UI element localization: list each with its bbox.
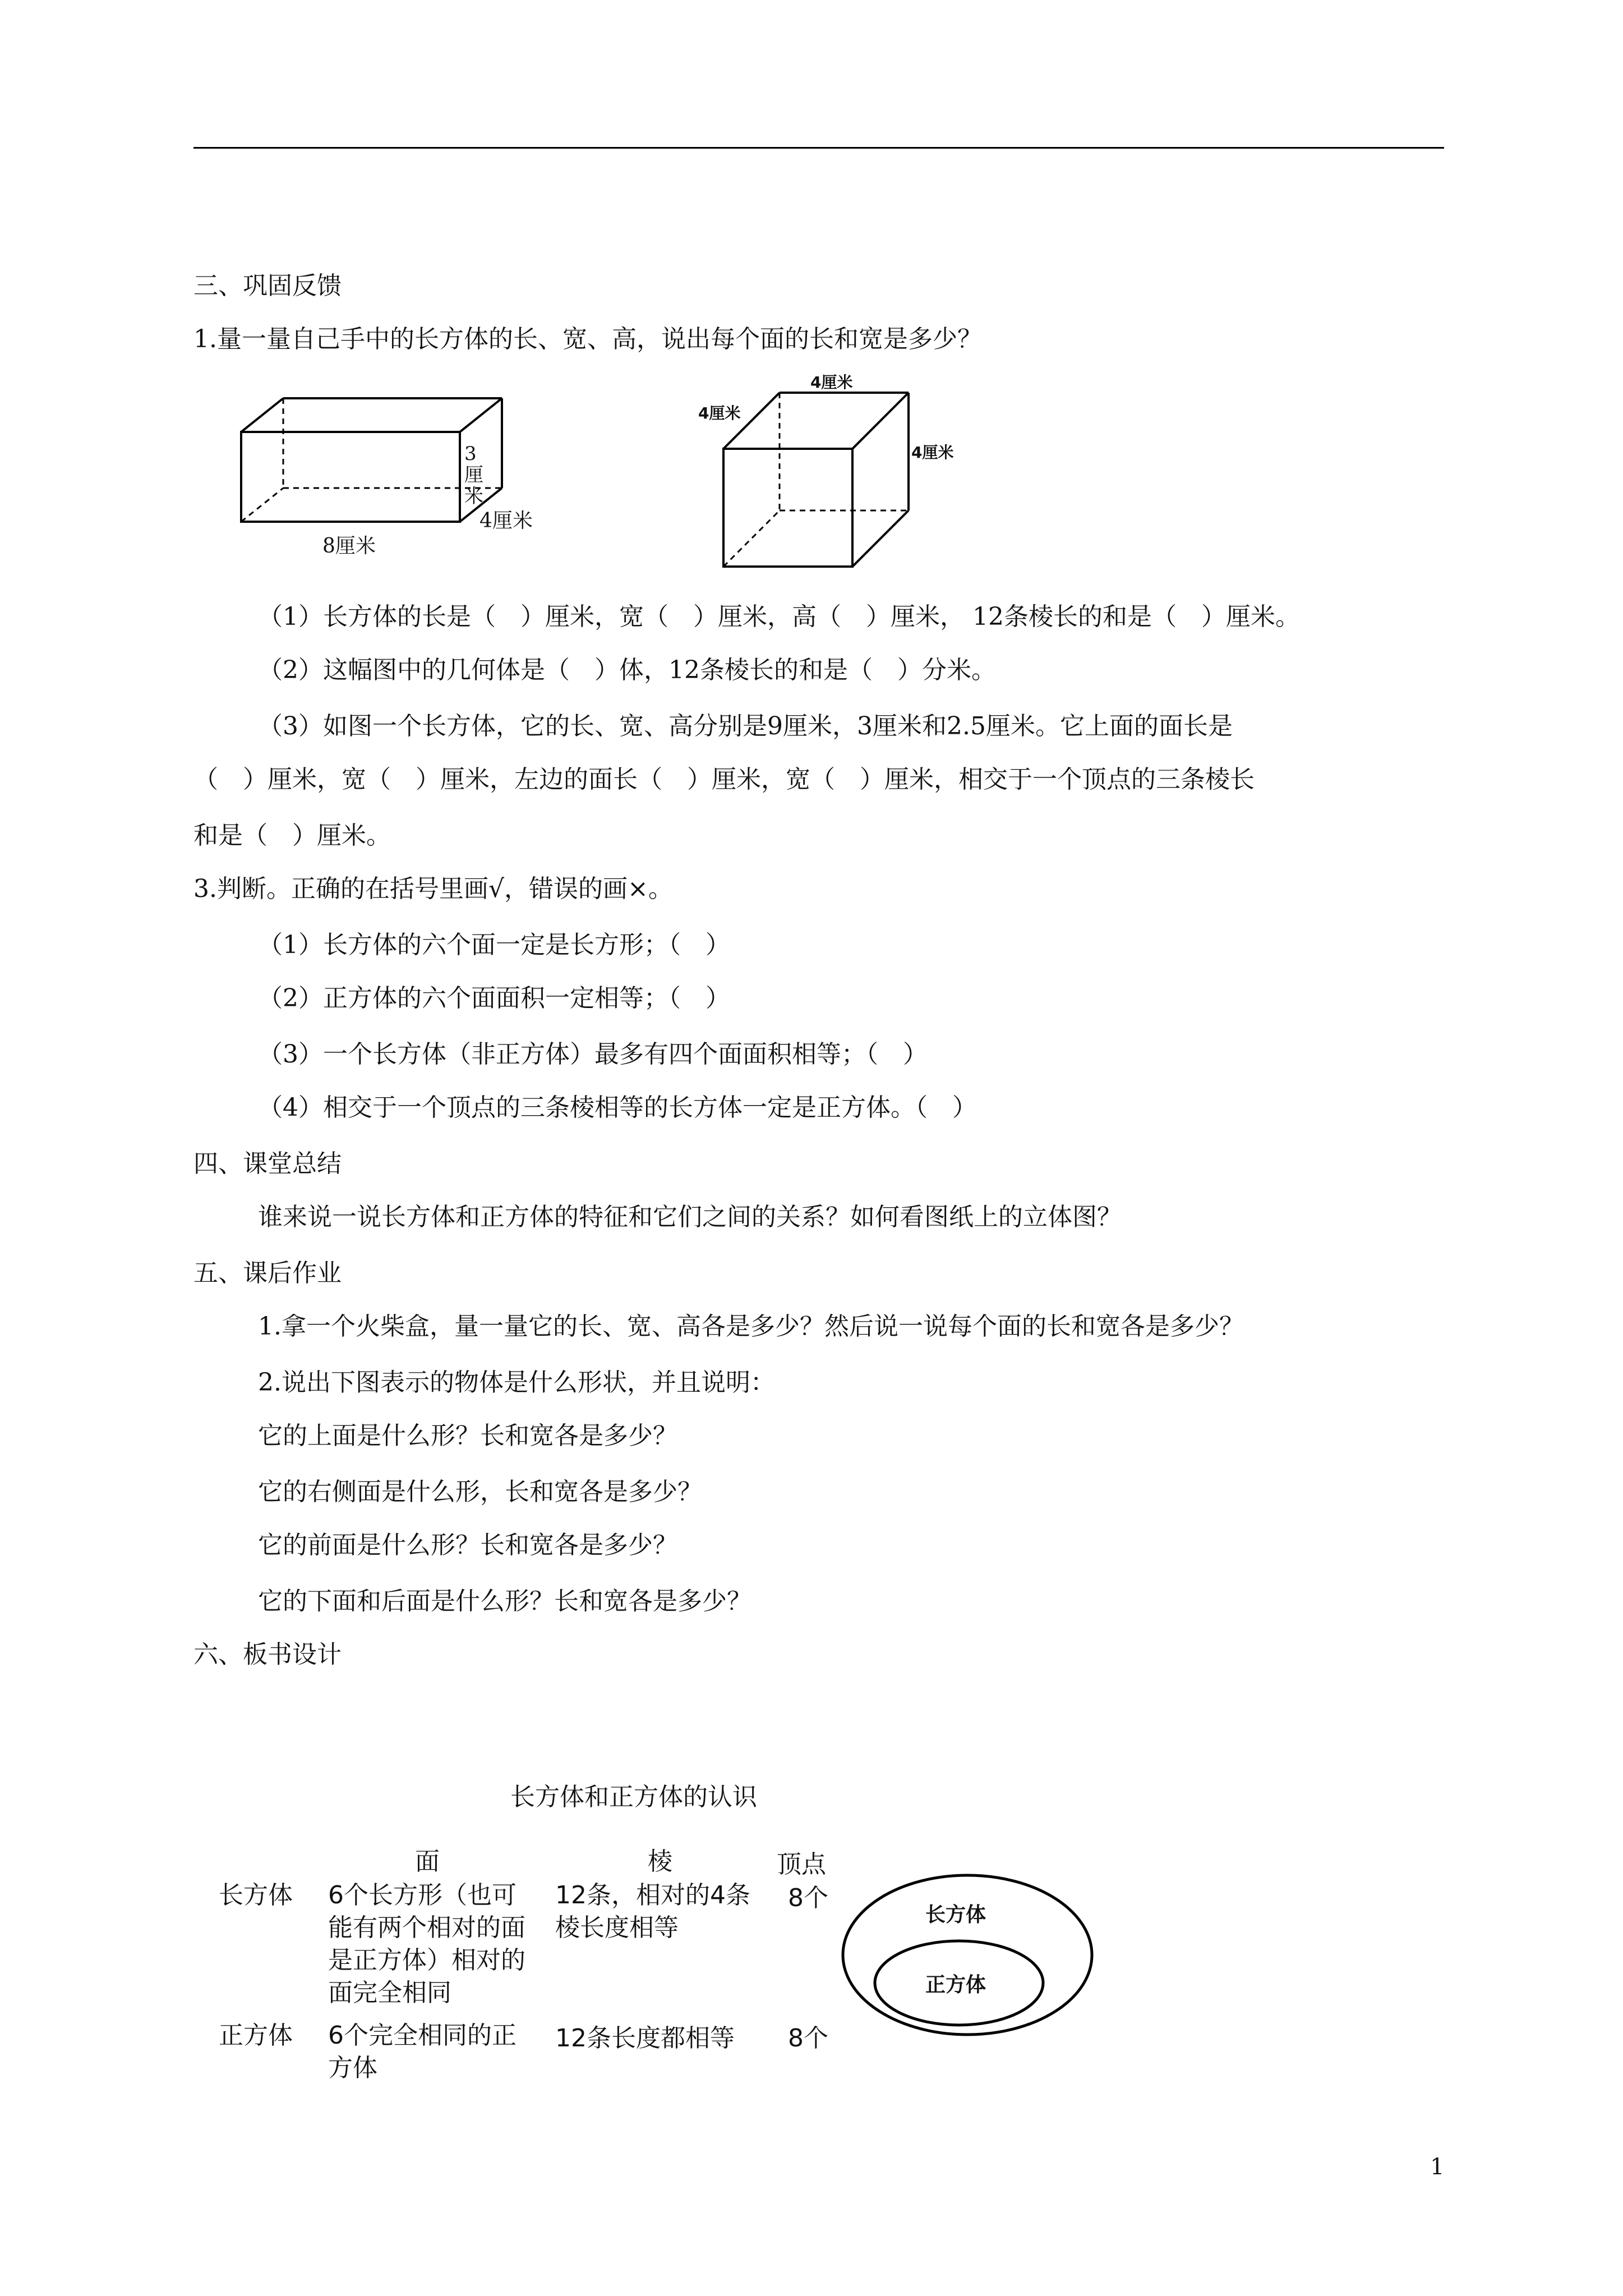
board-row1-name: 长方体	[219, 1881, 293, 1910]
fill-question-3-line1: （3）如图一个长方体，它的长、宽、高分别是9厘米，3厘米和2.5厘米。它上面的面长是	[258, 712, 1233, 740]
venn-diagram	[838, 1871, 1096, 2045]
board-row1-vertex: 8个	[788, 1884, 828, 1912]
judge-item-2: （2）正方体的六个面面积一定相等；（ ）	[258, 984, 730, 1013]
header-rule	[193, 147, 1444, 149]
cube-top-label: 4厘米	[810, 373, 853, 392]
fill-question-2: （2）这幅图中的几何体是（ ）体，12条棱长的和是（ ）分米。	[258, 656, 996, 684]
question-1: 1.量一量自己手中的长方体的长、宽、高，说出每个面的长和宽是多少？	[193, 325, 982, 353]
board-row2-face-1: 6个完全相同的正	[328, 2021, 517, 2050]
section5-heading: 五、课后作业	[193, 1259, 342, 1287]
board-row1-face-3: 是正方体）相对的	[328, 1946, 525, 1975]
board-row1-face-4: 面完全相同	[328, 1978, 451, 2007]
homework-2d: 它的下面和后面是什么形？长和宽各是多少？	[258, 1587, 751, 1616]
homework-2b: 它的右侧面是什么形，长和宽各是多少？	[258, 1478, 702, 1506]
board-row1-edge-2: 棱长度相等	[555, 1913, 679, 1942]
section4-heading: 四、课堂总结	[193, 1149, 342, 1178]
question-3: 3.判断。正确的在括号里画√，错误的画×。	[193, 875, 673, 903]
homework-2: 2.说出下图表示的物体是什么形状，并且说明：	[258, 1368, 775, 1397]
board-row2-name: 正方体	[219, 2021, 293, 2050]
summary-text: 谁来说一说长方体和正方体的特征和它们之间的关系？如何看图纸上的立体图？	[258, 1203, 1122, 1231]
page-number: 1	[1430, 2154, 1445, 2180]
section3-heading: 三、巩固反馈	[193, 272, 342, 300]
homework-1: 1.拿一个火柴盒，量一量它的长、宽、高各是多少？然后说一说每个面的长和宽各是多少？	[258, 1312, 1244, 1341]
cuboid-length-label: 8厘米	[322, 535, 376, 558]
board-row2-face-2: 方体	[328, 2054, 377, 2082]
board-title: 长方体和正方体的认识	[510, 1783, 757, 1811]
board-design	[208, 1781, 1133, 2134]
cube-left-label: 4厘米	[698, 404, 741, 422]
judge-item-1: （1）长方体的六个面一定是长方形；（ ）	[258, 931, 730, 959]
cuboid-height-label: 3 厘 米	[464, 443, 483, 508]
board-col-edge: 棱	[648, 1847, 672, 1876]
board-col-vertex: 顶点	[777, 1850, 826, 1879]
venn-inner-label: 正方体	[925, 1973, 986, 1996]
judge-item-3: （3）一个长方体（非正方体）最多有四个面面积相等；（ ）	[258, 1040, 928, 1069]
fill-question-1: （1）长方体的长是（ ）厘米，宽（ ）厘米，高（ ）厘米， 12条棱长的和是（ ）厘米。	[258, 602, 1300, 631]
board-row1-face-2: 能有两个相对的面	[328, 1913, 525, 1942]
section6-heading: 六、板书设计	[193, 1640, 342, 1669]
homework-2c: 它的前面是什么形？长和宽各是多少？	[258, 1531, 677, 1559]
cube-figure	[718, 387, 920, 572]
judge-item-4: （4）相交于一个顶点的三条棱相等的长方体一定是正方体。（ ）	[258, 1093, 977, 1122]
cube-right-label: 4厘米	[911, 443, 954, 462]
fill-question-3-line3: 和是（ ）厘米。	[193, 821, 391, 850]
board-row2-vertex: 8个	[788, 2024, 828, 2053]
venn-outer-label: 长方体	[925, 1903, 986, 1926]
cuboid-figure	[236, 387, 550, 567]
board-row1-face-1: 6个长方形（也可	[328, 1881, 517, 1910]
homework-2a: 它的上面是什么形？长和宽各是多少？	[258, 1421, 677, 1450]
board-row1-edge-1: 12条，相对的4条	[555, 1881, 750, 1910]
cuboid-width-label: 4厘米	[479, 509, 533, 532]
board-col-face: 面	[415, 1847, 440, 1876]
fill-question-3-line2: （ ）厘米，宽（ ）厘米，左边的面长（ ）厘米，宽（ ）厘米，相交于一个顶点的三条棱长	[193, 765, 1255, 794]
board-row2-edge: 12条长度都相等	[555, 2024, 735, 2053]
